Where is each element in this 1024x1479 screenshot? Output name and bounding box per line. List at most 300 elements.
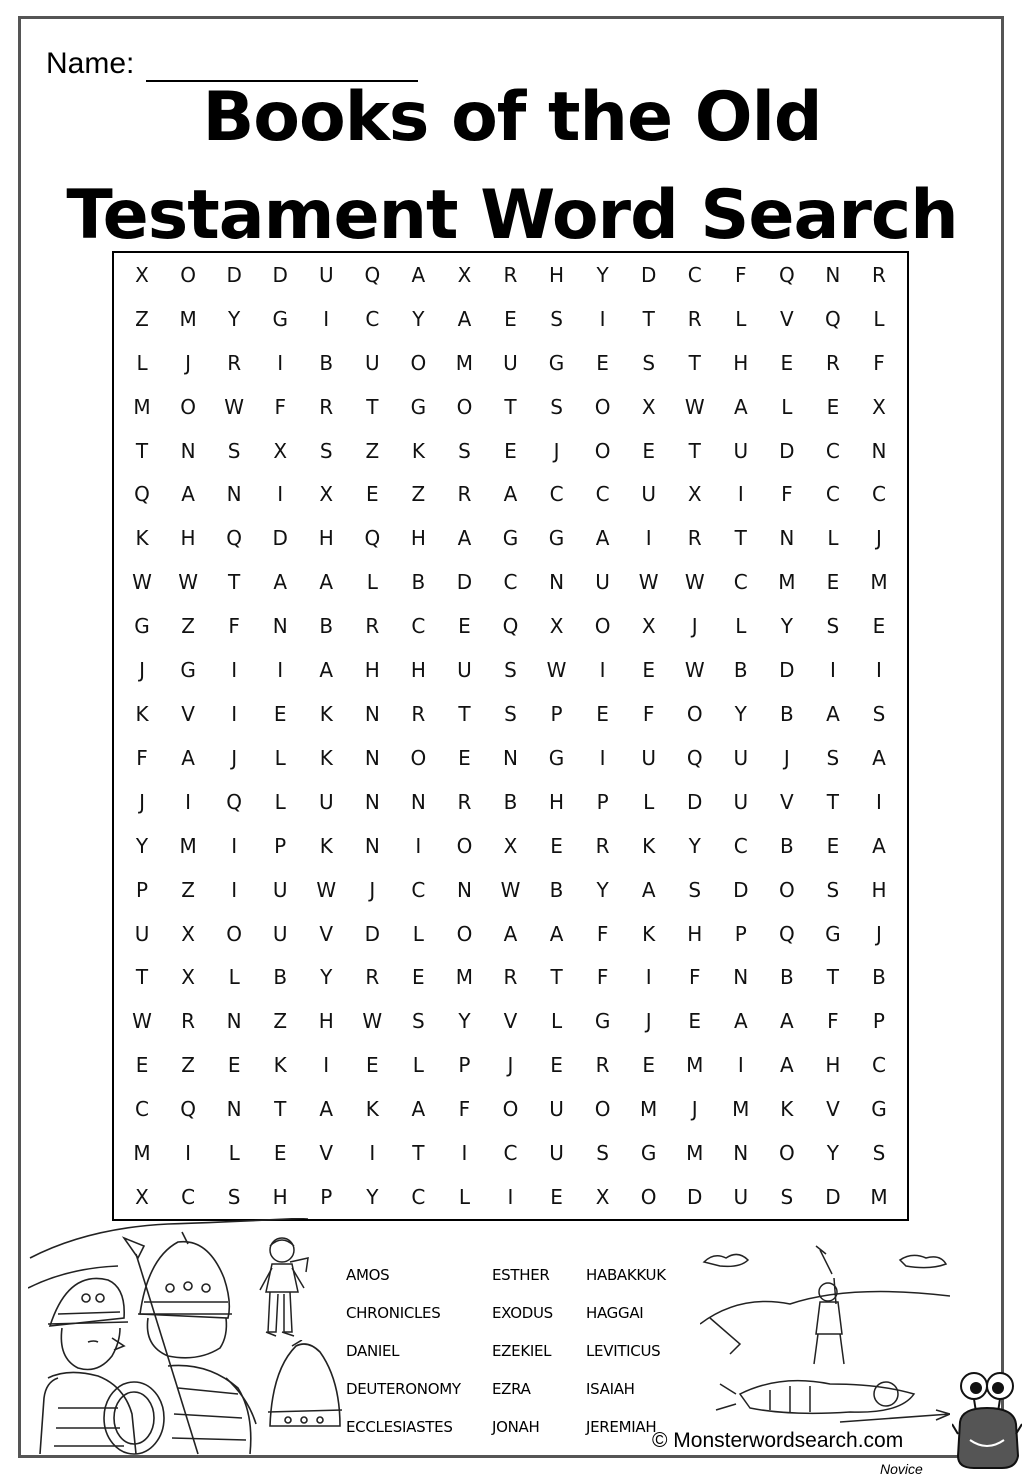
grid-letter[interactable]: H (687, 921, 703, 946)
grid-letter[interactable]: D (226, 262, 242, 287)
grid-letter[interactable]: F (688, 965, 701, 990)
grid-letter[interactable]: I (599, 306, 606, 331)
grid-letter[interactable]: K (135, 526, 149, 551)
grid-letter[interactable]: I (599, 658, 606, 683)
grid-letter[interactable]: S (872, 702, 886, 727)
grid-letter[interactable]: F (735, 262, 747, 287)
grid-letter[interactable]: Z (365, 438, 380, 463)
grid-letter[interactable]: N (825, 262, 841, 287)
grid-letter[interactable]: R (365, 965, 380, 990)
grid-letter[interactable]: C (825, 438, 840, 463)
grid-letter[interactable]: E (642, 438, 655, 463)
grid-letter[interactable]: X (687, 482, 702, 507)
grid-letter[interactable]: E (550, 1185, 563, 1210)
grid-letter[interactable]: Y (596, 262, 609, 287)
grid-letter[interactable]: I (829, 658, 836, 683)
grid-letter[interactable]: S (458, 438, 471, 463)
grid-letter[interactable]: Y (228, 306, 241, 331)
grid-letter[interactable]: S (688, 877, 702, 902)
grid-letter[interactable]: Q (364, 526, 381, 551)
grid-letter[interactable]: J (645, 1009, 652, 1034)
grid-letter[interactable]: J (507, 1053, 514, 1078)
grid-letter[interactable]: B (273, 965, 288, 990)
grid-letter[interactable]: F (274, 394, 286, 419)
grid-letter[interactable]: A (503, 482, 518, 507)
grid-letter[interactable]: S (872, 1141, 886, 1166)
grid-letter[interactable]: N (410, 789, 426, 814)
grid-letter[interactable]: D (687, 1185, 703, 1210)
grid-letter[interactable]: G (871, 1097, 887, 1122)
grid-letter[interactable]: I (231, 877, 238, 902)
grid-letter[interactable]: Q (778, 921, 795, 946)
grid-letter[interactable]: M (455, 350, 474, 375)
grid-letter[interactable]: K (411, 438, 425, 463)
grid-letter[interactable]: A (181, 482, 195, 507)
grid-letter[interactable]: Q (686, 745, 703, 770)
grid-letter[interactable]: M (686, 1141, 704, 1166)
grid-letter[interactable]: R (687, 526, 702, 551)
grid-letter[interactable]: L (550, 1009, 563, 1034)
grid-letter[interactable]: I (231, 702, 238, 727)
grid-letter[interactable]: I (231, 833, 238, 858)
grid-letter[interactable]: Q (825, 306, 841, 331)
grid-letter[interactable]: A (411, 262, 426, 287)
grid-letter[interactable]: B (319, 350, 334, 375)
grid-letter[interactable]: U (549, 1097, 564, 1122)
grid-letter[interactable]: W (132, 1009, 152, 1034)
grid-letter[interactable]: Y (596, 877, 609, 902)
grid-letter[interactable]: C (549, 482, 564, 507)
grid-letter[interactable]: X (503, 833, 518, 858)
grid-letter[interactable]: O (686, 702, 703, 727)
grid-letter[interactable]: L (412, 921, 424, 946)
grid-letter[interactable]: T (550, 965, 563, 990)
grid-letter[interactable]: L (781, 394, 793, 419)
grid-letter[interactable]: R (181, 1009, 196, 1034)
grid-letter[interactable]: T (826, 965, 840, 990)
grid-letter[interactable]: F (827, 1009, 839, 1034)
grid-letter[interactable]: T (135, 965, 149, 990)
grid-letter[interactable]: N (733, 965, 749, 990)
grid-letter[interactable]: W (684, 658, 705, 683)
grid-letter[interactable]: J (369, 877, 376, 902)
grid-letter[interactable]: D (779, 658, 795, 683)
grid-letter[interactable]: B (872, 965, 886, 990)
grid-letter[interactable]: N (456, 877, 472, 902)
grid-letter[interactable]: I (277, 658, 284, 683)
grid-letter[interactable]: U (733, 438, 749, 463)
grid-letter[interactable]: A (457, 306, 472, 331)
grid-letter[interactable]: U (318, 789, 334, 814)
grid-letter[interactable]: A (503, 921, 518, 946)
grid-letter[interactable]: T (688, 350, 701, 375)
grid-letter[interactable]: V (780, 306, 794, 331)
grid-letter[interactable]: C (825, 482, 840, 507)
grid-letter[interactable]: U (733, 745, 749, 770)
grid-letter[interactable]: L (643, 789, 655, 814)
grid-letter[interactable]: F (228, 614, 240, 639)
grid-letter[interactable]: A (826, 702, 840, 727)
grid-letter[interactable]: Z (411, 482, 426, 507)
grid-letter[interactable]: L (136, 350, 148, 375)
grid-letter[interactable]: S (826, 745, 840, 770)
grid-letter[interactable]: N (549, 570, 565, 595)
grid-letter[interactable]: I (323, 306, 330, 331)
grid-letter[interactable]: V (181, 702, 195, 727)
grid-letter[interactable]: T (734, 526, 747, 551)
grid-letter[interactable]: S (550, 394, 563, 419)
grid-letter[interactable]: N (180, 438, 196, 463)
grid-letter[interactable]: O (502, 1097, 519, 1122)
grid-letter[interactable]: R (365, 614, 380, 639)
grid-letter[interactable]: U (272, 921, 288, 946)
grid-letter[interactable]: W (500, 877, 521, 902)
grid-letter[interactable]: V (319, 921, 334, 946)
grid-letter[interactable]: S (550, 306, 563, 331)
grid-letter[interactable]: E (365, 1053, 379, 1078)
grid-letter[interactable]: E (458, 614, 471, 639)
grid-letter[interactable]: A (549, 921, 564, 946)
grid-letter[interactable]: N (364, 745, 380, 770)
grid-letter[interactable]: C (503, 570, 518, 595)
grid-letter[interactable]: S (227, 438, 241, 463)
grid-letter[interactable]: B (733, 658, 748, 683)
grid-letter[interactable]: K (319, 833, 333, 858)
grid-letter[interactable]: C (503, 1141, 518, 1166)
grid-letter[interactable]: K (642, 833, 656, 858)
grid-letter[interactable]: O (456, 921, 473, 946)
grid-letter[interactable]: X (135, 262, 149, 287)
grid-letter[interactable]: I (737, 482, 744, 507)
grid-letter[interactable]: C (135, 1097, 149, 1122)
grid-letter[interactable]: A (319, 570, 334, 595)
grid-letter[interactable]: B (503, 789, 518, 814)
grid-letter[interactable]: N (226, 1009, 242, 1034)
grid-letter[interactable]: M (870, 570, 888, 595)
grid-letter[interactable]: I (876, 658, 882, 683)
grid-letter[interactable]: K (780, 1097, 794, 1122)
grid-letter[interactable]: I (277, 350, 284, 375)
grid-letter[interactable]: A (733, 1009, 748, 1034)
grid-letter[interactable]: A (733, 394, 748, 419)
grid-letter[interactable]: O (226, 921, 243, 946)
grid-letter[interactable]: X (872, 394, 886, 419)
grid-letter[interactable]: J (783, 745, 790, 770)
grid-letter[interactable]: G (180, 658, 196, 683)
grid-letter[interactable]: A (780, 1009, 794, 1034)
grid-letter[interactable]: F (642, 702, 655, 727)
grid-letter[interactable]: D (825, 1185, 841, 1210)
grid-letter[interactable]: R (457, 482, 472, 507)
grid-letter[interactable]: G (640, 1141, 657, 1166)
grid-letter[interactable]: D (733, 877, 749, 902)
grid-letter[interactable]: O (410, 745, 427, 770)
grid-letter[interactable]: G (548, 526, 565, 551)
grid-letter[interactable]: Z (135, 306, 149, 331)
grid-letter[interactable]: I (645, 965, 652, 990)
grid-letter[interactable]: A (595, 526, 610, 551)
grid-letter[interactable]: K (273, 1053, 287, 1078)
grid-letter[interactable]: P (734, 921, 747, 946)
grid-letter[interactable]: M (686, 1053, 704, 1078)
grid-letter[interactable]: N (779, 526, 795, 551)
grid-letter[interactable]: N (364, 833, 380, 858)
grid-letter[interactable]: I (185, 789, 192, 814)
grid-letter[interactable]: H (410, 658, 426, 683)
grid-letter[interactable]: H (180, 526, 196, 551)
grid-letter[interactable]: S (780, 1185, 794, 1210)
grid-letter[interactable]: M (870, 1185, 888, 1210)
grid-letter[interactable]: K (319, 745, 333, 770)
grid-letter[interactable]: Z (273, 1009, 288, 1034)
grid-letter[interactable]: R (503, 262, 518, 287)
grid-letter[interactable]: J (876, 526, 882, 551)
grid-letter[interactable]: X (273, 438, 288, 463)
grid-letter[interactable]: A (319, 658, 334, 683)
grid-letter[interactable]: X (457, 262, 472, 287)
grid-letter[interactable]: L (873, 306, 885, 331)
grid-letter[interactable]: C (595, 482, 610, 507)
grid-letter[interactable]: B (779, 702, 794, 727)
grid-letter[interactable]: G (134, 614, 150, 639)
grid-letter[interactable]: B (319, 614, 334, 639)
grid-letter[interactable]: A (641, 877, 656, 902)
grid-letter[interactable]: D (779, 438, 795, 463)
grid-letter[interactable]: N (871, 438, 887, 463)
grid-letter[interactable]: L (366, 570, 378, 595)
grid-letter[interactable]: F (781, 482, 793, 507)
grid-letter[interactable]: P (274, 833, 287, 858)
grid-letter[interactable]: I (323, 1053, 330, 1078)
grid-letter[interactable]: E (504, 438, 517, 463)
grid-letter[interactable]: X (641, 614, 656, 639)
grid-letter[interactable]: P (550, 702, 563, 727)
grid-letter[interactable]: A (181, 745, 195, 770)
grid-letter[interactable]: W (362, 1009, 383, 1034)
grid-letter[interactable]: U (733, 789, 749, 814)
grid-letter[interactable]: C (411, 877, 426, 902)
grid-letter[interactable]: G (548, 350, 565, 375)
grid-letter[interactable]: E (227, 1053, 241, 1078)
grid-letter[interactable]: H (825, 1053, 841, 1078)
grid-letter[interactable]: T (826, 789, 840, 814)
grid-letter[interactable]: A (872, 745, 886, 770)
grid-letter[interactable]: L (735, 614, 747, 639)
grid-letter[interactable]: N (733, 1141, 749, 1166)
grid-letter[interactable]: Q (226, 526, 243, 551)
grid-letter[interactable]: K (135, 702, 149, 727)
grid-letter[interactable]: A (780, 1053, 794, 1078)
grid-letter[interactable]: M (133, 1141, 151, 1166)
grid-letter[interactable]: M (133, 394, 151, 419)
grid-letter[interactable]: R (872, 262, 886, 287)
grid-letter[interactable]: H (364, 658, 380, 683)
grid-letter[interactable]: F (873, 350, 885, 375)
grid-letter[interactable]: P (872, 1009, 885, 1034)
grid-letter[interactable]: S (504, 658, 517, 683)
grid-letter[interactable]: H (733, 350, 749, 375)
grid-letter[interactable]: G (272, 306, 288, 331)
grid-letter[interactable]: E (458, 745, 471, 770)
grid-letter[interactable]: W (316, 877, 337, 902)
grid-letter[interactable]: T (504, 394, 517, 419)
grid-letter[interactable]: B (411, 570, 426, 595)
grid-letter[interactable]: E (550, 833, 563, 858)
grid-letter[interactable]: O (456, 833, 473, 858)
grid-letter[interactable]: M (455, 965, 474, 990)
grid-letter[interactable]: T (458, 702, 471, 727)
grid-letter[interactable]: O (594, 394, 611, 419)
grid-letter[interactable]: S (596, 1141, 609, 1166)
grid-letter[interactable]: G (594, 1009, 611, 1034)
grid-letter[interactable]: F (458, 1097, 471, 1122)
grid-letter[interactable]: M (179, 306, 197, 331)
grid-letter[interactable]: H (410, 526, 426, 551)
grid-letter[interactable]: E (596, 702, 609, 727)
grid-letter[interactable]: E (273, 1141, 287, 1166)
grid-letter[interactable]: Q (778, 262, 795, 287)
grid-letter[interactable]: S (319, 438, 333, 463)
grid-letter[interactable]: Y (366, 1185, 379, 1210)
grid-letter[interactable]: E (135, 1053, 149, 1078)
grid-letter[interactable]: D (272, 262, 288, 287)
grid-letter[interactable]: Y (320, 965, 333, 990)
grid-letter[interactable]: U (595, 570, 610, 595)
grid-letter[interactable]: A (457, 526, 472, 551)
grid-letter[interactable]: Q (364, 262, 381, 287)
grid-letter[interactable]: U (641, 745, 656, 770)
grid-letter[interactable]: X (595, 1185, 610, 1210)
grid-letter[interactable]: E (642, 1053, 655, 1078)
grid-letter[interactable]: U (549, 1141, 564, 1166)
grid-letter[interactable]: E (872, 614, 886, 639)
grid-letter[interactable]: R (595, 1053, 610, 1078)
grid-letter[interactable]: V (319, 1141, 334, 1166)
grid-letter[interactable]: R (457, 789, 472, 814)
grid-letter[interactable]: J (231, 745, 238, 770)
grid-letter[interactable]: G (410, 394, 427, 419)
grid-letter[interactable]: S (504, 702, 517, 727)
grid-letter[interactable]: H (871, 877, 887, 902)
grid-letter[interactable]: R (687, 306, 702, 331)
grid-letter[interactable]: O (778, 877, 795, 902)
grid-letter[interactable]: E (596, 350, 609, 375)
grid-letter[interactable]: X (181, 965, 195, 990)
grid-letter[interactable]: T (135, 438, 149, 463)
grid-letter[interactable]: M (732, 1097, 750, 1122)
grid-letter[interactable]: O (594, 614, 611, 639)
grid-letter[interactable]: T (228, 570, 241, 595)
grid-letter[interactable]: G (825, 921, 841, 946)
grid-letter[interactable]: O (778, 1141, 795, 1166)
grid-letter[interactable]: H (272, 1185, 288, 1210)
grid-letter[interactable]: L (228, 965, 240, 990)
grid-letter[interactable]: U (503, 350, 518, 375)
grid-letter[interactable]: N (226, 1097, 242, 1122)
grid-letter[interactable]: K (642, 921, 656, 946)
grid-letter[interactable]: U (364, 350, 380, 375)
grid-letter[interactable]: E (365, 482, 379, 507)
grid-letter[interactable]: L (228, 1141, 240, 1166)
grid-letter[interactable]: R (503, 965, 518, 990)
grid-letter[interactable]: C (687, 262, 702, 287)
grid-letter[interactable]: P (458, 1053, 471, 1078)
grid-letter[interactable]: X (181, 921, 195, 946)
grid-letter[interactable]: E (550, 1053, 563, 1078)
grid-letter[interactable]: E (826, 570, 840, 595)
grid-letter[interactable]: J (139, 789, 145, 814)
grid-letter[interactable]: E (826, 833, 840, 858)
grid-letter[interactable]: S (826, 614, 840, 639)
grid-letter[interactable]: T (366, 394, 379, 419)
grid-letter[interactable]: B (779, 965, 794, 990)
grid-letter[interactable]: S (227, 1185, 241, 1210)
grid-letter[interactable]: H (549, 789, 565, 814)
grid-letter[interactable]: A (411, 1097, 426, 1122)
grid-letter[interactable]: C (871, 482, 886, 507)
grid-letter[interactable]: H (318, 1009, 334, 1034)
grid-letter[interactable]: H (549, 262, 565, 287)
grid-letter[interactable]: X (549, 614, 564, 639)
grid-letter[interactable]: O (456, 394, 473, 419)
grid-letter[interactable]: B (549, 877, 564, 902)
grid-letter[interactable]: N (364, 789, 380, 814)
grid-letter[interactable]: N (364, 702, 380, 727)
grid-letter[interactable]: B (779, 833, 794, 858)
grid-letter[interactable]: U (733, 1185, 749, 1210)
grid-letter[interactable]: D (687, 789, 703, 814)
grid-letter[interactable]: T (412, 1141, 425, 1166)
grid-letter[interactable]: L (412, 1053, 424, 1078)
grid-letter[interactable]: D (272, 526, 288, 551)
grid-letter[interactable]: T (274, 1097, 287, 1122)
grid-letter[interactable]: E (688, 1009, 702, 1034)
grid-letter[interactable]: C (411, 1185, 426, 1210)
grid-letter[interactable]: I (369, 1141, 376, 1166)
grid-letter[interactable]: I (277, 482, 284, 507)
grid-letter[interactable]: X (135, 1185, 149, 1210)
grid-letter[interactable]: U (318, 262, 334, 287)
grid-letter[interactable]: Y (458, 1009, 471, 1034)
grid-letter[interactable]: I (737, 1053, 744, 1078)
grid-letter[interactable]: H (318, 526, 334, 551)
grid-letter[interactable]: T (642, 306, 655, 331)
grid-letter[interactable]: Q (180, 1097, 196, 1122)
grid-letter[interactable]: W (178, 570, 198, 595)
grid-letter[interactable]: R (411, 702, 426, 727)
grid-letter[interactable]: F (596, 921, 609, 946)
grid-letter[interactable]: I (461, 1141, 468, 1166)
grid-letter[interactable]: J (185, 350, 192, 375)
grid-letter[interactable]: V (826, 1097, 840, 1122)
grid-letter[interactable]: C (733, 570, 748, 595)
grid-letter[interactable]: W (638, 570, 659, 595)
grid-letter[interactable]: G (548, 745, 565, 770)
grid-letter[interactable]: O (640, 1185, 657, 1210)
grid-letter[interactable]: D (456, 570, 473, 595)
grid-letter[interactable]: U (641, 482, 656, 507)
grid-letter[interactable]: M (179, 833, 197, 858)
grid-letter[interactable]: A (319, 1097, 334, 1122)
grid-letter[interactable]: R (227, 350, 242, 375)
grid-letter[interactable]: P (135, 877, 149, 902)
grid-letter[interactable]: L (827, 526, 839, 551)
grid-letter[interactable]: C (365, 306, 380, 331)
grid-letter[interactable]: O (180, 262, 196, 287)
grid-letter[interactable]: V (780, 789, 794, 814)
grid-letter[interactable]: E (780, 350, 794, 375)
grid-letter[interactable]: X (641, 394, 656, 419)
